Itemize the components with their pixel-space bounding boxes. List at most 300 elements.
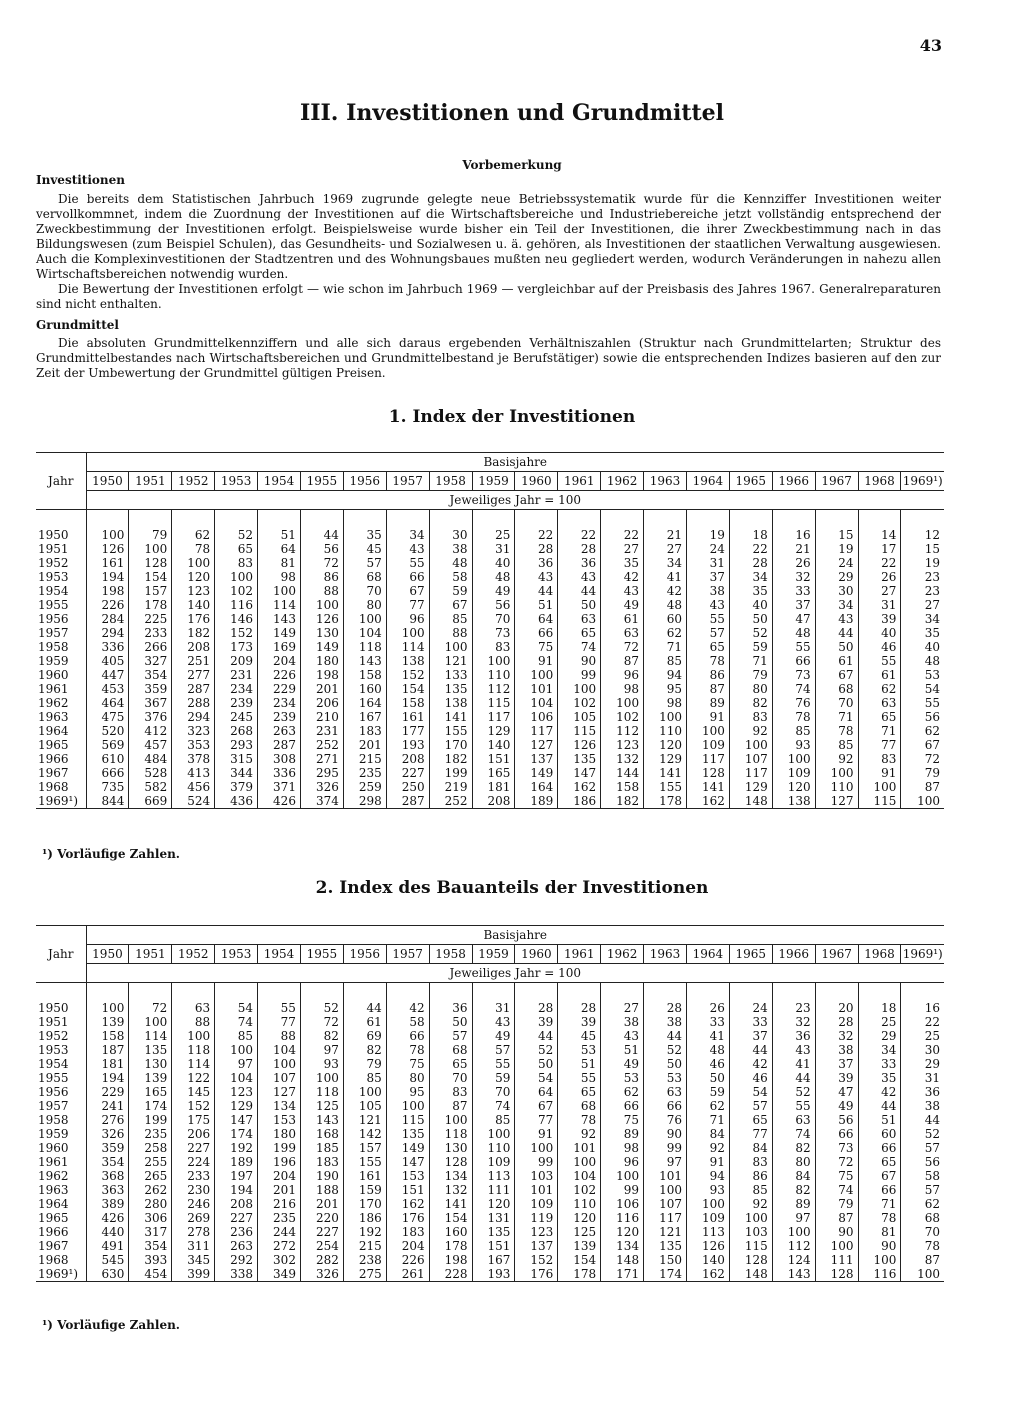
- table-cell: 66: [386, 570, 429, 584]
- table-cell: 116: [601, 1211, 644, 1225]
- row-label-year: 1962: [38, 696, 69, 710]
- table-cell: 58: [429, 570, 472, 584]
- table-cell: 57: [429, 1029, 472, 1043]
- table-cell: 102: [215, 584, 258, 598]
- table-cell: 93: [772, 738, 815, 752]
- table-cell: 181: [86, 1057, 129, 1071]
- table-cell: 50: [558, 598, 601, 612]
- row-label-year: 1967: [38, 766, 69, 780]
- paragraph: Die Bewertung der Investitionen erfolgt — wie schon im Jahrbuch 1969 — vergleichbar auf der Preisbasis des Jahres 1967. Generalreparaturen sind nicht enthalten.: [36, 282, 941, 311]
- table-cell: 53: [601, 1071, 644, 1085]
- table-cell: 189: [215, 1155, 258, 1169]
- table-cell: 128: [815, 1267, 858, 1282]
- column-header: 1951: [129, 945, 172, 964]
- table-cell: 14: [858, 528, 901, 542]
- table-cell: 128: [729, 1253, 772, 1267]
- table-cell: 126: [300, 612, 343, 626]
- table-cell: 36: [429, 1001, 472, 1015]
- row-label-year: 1967: [38, 1239, 69, 1253]
- table-cell: 148: [729, 794, 772, 809]
- table-cell: 47: [772, 612, 815, 626]
- table-row: [36, 752, 944, 766]
- table-cell: 199: [429, 766, 472, 780]
- table-cell: 135: [644, 1239, 687, 1253]
- table-cell: 272: [258, 1239, 301, 1253]
- table-cell: 32: [772, 570, 815, 584]
- table-cell: 49: [472, 584, 515, 598]
- row-label-year: 1954: [38, 1057, 69, 1071]
- table-cell: 371: [258, 780, 301, 794]
- table-cell: 123: [515, 1225, 558, 1239]
- table-cell: 18: [729, 528, 772, 542]
- table-cell: 62: [858, 682, 901, 696]
- table-cell: 55: [472, 1057, 515, 1071]
- table-cell: 528: [129, 766, 172, 780]
- table-cell: 252: [429, 794, 472, 809]
- table-cell: 77: [729, 1127, 772, 1141]
- table-cell: 71: [815, 710, 858, 724]
- table-cell: 208: [386, 752, 429, 766]
- table-cell: 38: [644, 1015, 687, 1029]
- table-cell: 201: [300, 1197, 343, 1211]
- table-cell: 89: [686, 696, 729, 710]
- table-cell: 97: [215, 1057, 258, 1071]
- table-cell: 349: [258, 1267, 301, 1282]
- column-header: 1958: [429, 472, 472, 491]
- table-cell: 28: [644, 1001, 687, 1015]
- footnote-1: ¹) Vorläufige Zahlen.: [42, 847, 180, 861]
- table-cell: 86: [300, 570, 343, 584]
- table-cell: 42: [386, 1001, 429, 1015]
- table-cell: 141: [429, 1197, 472, 1211]
- table-cell: 36: [901, 1085, 944, 1099]
- page-number: 43: [919, 36, 942, 55]
- table-cell: 140: [686, 1253, 729, 1267]
- table-cell: 65: [686, 640, 729, 654]
- table-cell: 127: [515, 738, 558, 752]
- table-cell: 149: [258, 626, 301, 640]
- table-cell: 306: [129, 1211, 172, 1225]
- table-cell: 30: [815, 584, 858, 598]
- table-cell: 413: [172, 766, 215, 780]
- table-cell: 201: [258, 1183, 301, 1197]
- table-cell: 97: [644, 1155, 687, 1169]
- table-cell: 44: [901, 1113, 944, 1127]
- preface-title: Vorbemerkung: [462, 158, 562, 172]
- table-cell: 287: [172, 682, 215, 696]
- table-cell: 27: [644, 542, 687, 556]
- table-row: [36, 710, 944, 724]
- table-cell: 484: [129, 752, 172, 766]
- table-cell: 153: [258, 1113, 301, 1127]
- table-cell: 114: [129, 1029, 172, 1043]
- table-cell: 137: [515, 1239, 558, 1253]
- table-cell: 295: [300, 766, 343, 780]
- table-cell: 110: [472, 1141, 515, 1155]
- table-cell: 56: [300, 542, 343, 556]
- table-cell: 67: [386, 584, 429, 598]
- table-cell: 208: [472, 794, 515, 809]
- table-cell: 116: [858, 1267, 901, 1282]
- table-cell: 178: [129, 598, 172, 612]
- table-cell: 87: [686, 682, 729, 696]
- table-cell: 268: [215, 724, 258, 738]
- table-row: [36, 1057, 944, 1071]
- table-cell: 323: [172, 724, 215, 738]
- table-cell: 57: [901, 1183, 944, 1197]
- table-cell: 92: [729, 724, 772, 738]
- table-cell: 181: [472, 780, 515, 794]
- table-cell: 113: [686, 1225, 729, 1239]
- table-cell: 120: [172, 570, 215, 584]
- table-cell: 146: [215, 612, 258, 626]
- row-label-year: 1968: [38, 780, 69, 794]
- table-cell: 68: [558, 1099, 601, 1113]
- column-header: 1967: [815, 945, 858, 964]
- table-cell: 22: [558, 528, 601, 542]
- table-cell: 95: [386, 1085, 429, 1099]
- table-cell: 87: [429, 1099, 472, 1113]
- table-cell: 37: [729, 1029, 772, 1043]
- table-cell: 50: [644, 1057, 687, 1071]
- table-cell: 228: [429, 1267, 472, 1282]
- table-cell: 252: [300, 738, 343, 752]
- table-cell: 49: [472, 1029, 515, 1043]
- table-cell: 149: [300, 640, 343, 654]
- table-cell: 50: [729, 612, 772, 626]
- column-header: 1968: [858, 472, 901, 491]
- table-cell: 91: [686, 710, 729, 724]
- table-cell: 96: [386, 612, 429, 626]
- table-cell: 82: [772, 1183, 815, 1197]
- table-cell: 192: [343, 1225, 386, 1239]
- table-cell: 83: [215, 556, 258, 570]
- row-label-year: 1961: [38, 1155, 69, 1169]
- table-cell: 15: [901, 542, 944, 556]
- header-row-group: [36, 453, 944, 472]
- table-cell: 173: [215, 640, 258, 654]
- table-cell: 55: [772, 640, 815, 654]
- table-cell: 261: [386, 1267, 429, 1282]
- table-cell: 48: [429, 556, 472, 570]
- table-cell: 55: [558, 1071, 601, 1085]
- table-cell: 263: [258, 724, 301, 738]
- table-cell: 183: [343, 724, 386, 738]
- table-cell: 31: [472, 542, 515, 556]
- column-header: 1950: [86, 945, 129, 964]
- table-cell: 100: [815, 766, 858, 780]
- table-cell: 29: [858, 1029, 901, 1043]
- row-label-year: 1961: [38, 682, 69, 696]
- table-cell: 64: [515, 1085, 558, 1099]
- table-cell: 24: [686, 542, 729, 556]
- unit-header: Jeweiliges Jahr = 100: [86, 964, 944, 983]
- table-cell: 91: [515, 654, 558, 668]
- column-header: 1952: [172, 945, 215, 964]
- table-cell: 100: [686, 724, 729, 738]
- table-cell: 98: [644, 696, 687, 710]
- table-cell: 78: [386, 1043, 429, 1057]
- table-cell: 65: [858, 1155, 901, 1169]
- table-cell: 70: [901, 1225, 944, 1239]
- table-cell: 62: [686, 1099, 729, 1113]
- table-cell: 55: [386, 556, 429, 570]
- table-cell: 161: [86, 556, 129, 570]
- table-cell: 113: [472, 1169, 515, 1183]
- column-header: 1968: [858, 945, 901, 964]
- table-cell: 55: [258, 1001, 301, 1015]
- table-cell: 22: [515, 528, 558, 542]
- table-cell: 65: [729, 1113, 772, 1127]
- table-cell: 610: [86, 752, 129, 766]
- table-cell: 44: [729, 1043, 772, 1057]
- table-cell: 227: [386, 766, 429, 780]
- table-cell: 129: [729, 780, 772, 794]
- table-cell: 216: [258, 1197, 301, 1211]
- table-cell: 101: [515, 682, 558, 696]
- table-cell: 85: [772, 724, 815, 738]
- column-header: 1961: [558, 945, 601, 964]
- table-cell: 80: [343, 598, 386, 612]
- table-cell: 71: [686, 1113, 729, 1127]
- table-cell: 100: [343, 612, 386, 626]
- column-header: 1953: [215, 945, 258, 964]
- table-cell: 224: [172, 1155, 215, 1169]
- table-cell: 226: [86, 598, 129, 612]
- group-header: Basisjahre: [86, 453, 944, 472]
- table-cell: 44: [815, 626, 858, 640]
- table-cell: 233: [172, 1169, 215, 1183]
- row-label-year: 1959: [38, 654, 69, 668]
- table-cell: 144: [601, 766, 644, 780]
- column-header: 1960: [515, 945, 558, 964]
- table-row: [36, 612, 944, 626]
- table-cell: 17: [858, 542, 901, 556]
- table-cell: 311: [172, 1239, 215, 1253]
- table-cell: 338: [215, 1267, 258, 1282]
- table-cell: 65: [858, 710, 901, 724]
- row-label-year: 1962: [38, 1169, 69, 1183]
- table-cell: 125: [558, 1225, 601, 1239]
- table-cell: 67: [515, 1099, 558, 1113]
- table-cell: 545: [86, 1253, 129, 1267]
- table-cell: 96: [601, 1155, 644, 1169]
- table-cell: 54: [515, 1071, 558, 1085]
- table-cell: 130: [429, 1141, 472, 1155]
- table-cell: 258: [129, 1141, 172, 1155]
- table-cell: 118: [343, 640, 386, 654]
- table-cell: 167: [472, 1253, 515, 1267]
- table-cell: 66: [515, 626, 558, 640]
- table-cell: 25: [901, 1029, 944, 1043]
- table-cell: 143: [343, 654, 386, 668]
- table-cell: 90: [815, 1225, 858, 1239]
- table-cell: 63: [644, 1085, 687, 1099]
- table-cell: 110: [815, 780, 858, 794]
- table-cell: 120: [601, 1225, 644, 1239]
- section-body-grundmittel: [36, 336, 941, 381]
- table-cell: 120: [558, 1211, 601, 1225]
- table-cell: 131: [472, 1211, 515, 1225]
- table-cell: 255: [129, 1155, 172, 1169]
- table-cell: 46: [729, 1071, 772, 1085]
- table-cell: 56: [901, 1155, 944, 1169]
- table-cell: 110: [644, 724, 687, 738]
- table-cell: 90: [858, 1239, 901, 1253]
- table-cell: 74: [772, 682, 815, 696]
- table-cell: 72: [601, 640, 644, 654]
- table-row: [36, 1127, 944, 1141]
- table-cell: 84: [729, 1141, 772, 1155]
- column-header: 1966: [772, 472, 815, 491]
- table-cell: 16: [772, 528, 815, 542]
- table-cell: 308: [258, 752, 301, 766]
- table-cell: 161: [386, 710, 429, 724]
- table-cell: 88: [429, 626, 472, 640]
- table-cell: 58: [901, 1169, 944, 1183]
- table-cell: 57: [901, 1141, 944, 1155]
- table-cell: 119: [515, 1211, 558, 1225]
- table-cell: 74: [772, 1127, 815, 1141]
- table-cell: 293: [215, 738, 258, 752]
- table-cell: 141: [644, 766, 687, 780]
- column-header: 1963: [644, 472, 687, 491]
- table-cell: 100: [686, 1197, 729, 1211]
- table-cell: 117: [686, 752, 729, 766]
- table-row: [36, 1267, 944, 1282]
- table-cell: 47: [815, 1085, 858, 1099]
- table-cell: 100: [258, 584, 301, 598]
- table-cell: 100: [772, 1225, 815, 1239]
- table-cell: 41: [772, 1057, 815, 1071]
- table-cell: 239: [215, 696, 258, 710]
- table-row: [36, 1015, 944, 1029]
- table-cell: 65: [429, 1057, 472, 1071]
- table-row: [36, 1239, 944, 1253]
- index-table-bauanteil: [36, 925, 944, 1282]
- table-row: [36, 1113, 944, 1127]
- table-cell: 48: [686, 1043, 729, 1057]
- table-cell: 23: [772, 1001, 815, 1015]
- table-cell: 123: [172, 584, 215, 598]
- table-cell: 73: [815, 1141, 858, 1155]
- table-cell: 85: [729, 1183, 772, 1197]
- table-cell: 147: [215, 1113, 258, 1127]
- table-cell: 23: [901, 584, 944, 598]
- table-cell: 158: [86, 1029, 129, 1043]
- table-cell: 55: [772, 1099, 815, 1113]
- table-cell: 265: [129, 1169, 172, 1183]
- table-cell: 42: [729, 1057, 772, 1071]
- table-cell: 25: [858, 1015, 901, 1029]
- table-cell: 89: [772, 1197, 815, 1211]
- table-cell: 78: [558, 1113, 601, 1127]
- table-cell: 19: [686, 528, 729, 542]
- table-cell: 56: [901, 710, 944, 724]
- row-label-year: 1950: [38, 1001, 69, 1015]
- table-cell: 666: [86, 766, 129, 780]
- table-cell: 220: [300, 1211, 343, 1225]
- table-cell: 393: [129, 1253, 172, 1267]
- table-cell: 145: [172, 1085, 215, 1099]
- row-label-year: 1952: [38, 1029, 69, 1043]
- table-cell: 20: [815, 1001, 858, 1015]
- table-cell: 134: [601, 1239, 644, 1253]
- table-cell: 65: [558, 1085, 601, 1099]
- column-header: 1965: [729, 472, 772, 491]
- table-cell: 44: [343, 1001, 386, 1015]
- table-cell: 101: [644, 1169, 687, 1183]
- table-cell: 124: [772, 1253, 815, 1267]
- table-cell: 135: [129, 1043, 172, 1057]
- table-cell: 345: [172, 1253, 215, 1267]
- column-header: 1957: [386, 945, 429, 964]
- table-cell: 106: [601, 1197, 644, 1211]
- table-cell: 30: [429, 528, 472, 542]
- table-cell: 453: [86, 682, 129, 696]
- table-cell: 171: [601, 1267, 644, 1282]
- table-cell: 44: [858, 1099, 901, 1113]
- table-cell: 72: [815, 1155, 858, 1169]
- table-cell: 49: [601, 598, 644, 612]
- table-cell: 262: [129, 1183, 172, 1197]
- table-cell: 43: [386, 542, 429, 556]
- table-cell: 72: [901, 752, 944, 766]
- table-cell: 70: [343, 584, 386, 598]
- table-cell: 107: [644, 1197, 687, 1211]
- table-cell: 359: [129, 682, 172, 696]
- row-header: Jahr: [36, 926, 86, 983]
- table-cell: 110: [472, 668, 515, 682]
- table-cell: 24: [729, 1001, 772, 1015]
- table-cell: 327: [129, 654, 172, 668]
- table-cell: 60: [858, 1127, 901, 1141]
- table-cell: 155: [429, 724, 472, 738]
- table-cell: 162: [686, 794, 729, 809]
- table-cell: 42: [644, 584, 687, 598]
- table-cell: 100: [601, 696, 644, 710]
- table-cell: 31: [686, 556, 729, 570]
- table-cell: 100: [86, 528, 129, 542]
- table-cell: 100: [258, 1057, 301, 1071]
- table-cell: 155: [644, 780, 687, 794]
- table-cell: 38: [815, 1043, 858, 1057]
- table-cell: 39: [515, 1015, 558, 1029]
- table-cell: 16: [901, 1001, 944, 1015]
- table-cell: 120: [644, 738, 687, 752]
- table-row: [36, 1211, 944, 1225]
- table-cell: 143: [772, 1267, 815, 1282]
- table-cell: 107: [258, 1071, 301, 1085]
- table-cell: 436: [215, 794, 258, 809]
- table-cell: 86: [729, 1169, 772, 1183]
- table-cell: 132: [601, 752, 644, 766]
- table-cell: 100: [901, 1267, 944, 1282]
- table-cell: 75: [815, 1169, 858, 1183]
- column-header: 1964: [686, 472, 729, 491]
- table-cell: 85: [343, 1071, 386, 1085]
- table-cell: 35: [858, 1071, 901, 1085]
- table-cell: 280: [129, 1197, 172, 1211]
- table-cell: 315: [215, 752, 258, 766]
- table-cell: 104: [558, 1169, 601, 1183]
- table-cell: 209: [215, 654, 258, 668]
- column-header: 1955: [300, 945, 343, 964]
- table-cell: 34: [644, 556, 687, 570]
- row-label-year: 1956: [38, 612, 69, 626]
- table-cell: 81: [858, 1225, 901, 1239]
- table-cell: 80: [772, 1155, 815, 1169]
